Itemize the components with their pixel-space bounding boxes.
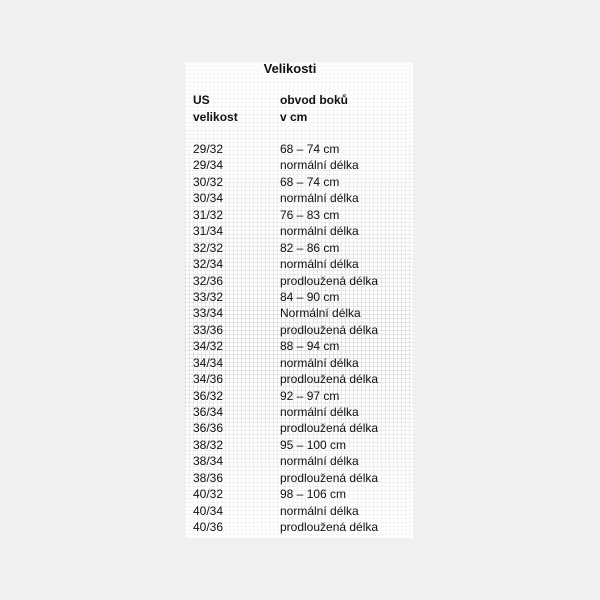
hip-cell: normální délka [280, 257, 359, 272]
size-cell: 33/36 [193, 322, 224, 337]
size-cell: 34/36 [193, 372, 224, 387]
table-row [185, 453, 413, 469]
column-header-us-size-line1: US [193, 93, 210, 107]
hip-cell: 76 – 83 cm [280, 207, 340, 222]
size-cell: 31/34 [193, 224, 224, 239]
size-cell: 36/34 [193, 405, 224, 419]
table-row [185, 437, 413, 453]
table-row [185, 190, 413, 206]
size-cell: 38/34 [193, 454, 224, 469]
size-cell: 33/34 [193, 306, 224, 321]
hip-cell: normální délka [280, 158, 359, 173]
size-cell: 40/34 [193, 503, 224, 518]
size-cell: 40/32 [193, 487, 224, 502]
size-cell: 32/32 [193, 240, 224, 255]
hip-cell: normální délka [280, 191, 359, 206]
size-cell: 32/36 [193, 273, 224, 288]
size-cell: 38/36 [193, 470, 224, 485]
hip-cell: 82 – 86 cm [280, 240, 340, 255]
hip-cell: 68 – 74 cm [280, 142, 340, 156]
size-cell: 34/34 [193, 355, 224, 370]
size-chart-title: Velikosti [263, 61, 317, 76]
size-cell: 30/34 [193, 191, 224, 206]
hip-cell: prodloužená délka [280, 372, 379, 387]
size-table-body [185, 141, 413, 536]
hip-cell: prodloužená délka [280, 273, 379, 288]
size-cell: 29/32 [193, 142, 224, 156]
size-cell: 29/34 [193, 158, 224, 173]
column-header-us-size [193, 92, 238, 125]
table-row [185, 404, 413, 420]
table-row [185, 519, 413, 535]
column-header-hip-line2: v cm [280, 109, 308, 124]
table-row [185, 141, 413, 157]
column-header-us-size-line2: velikost [193, 109, 238, 124]
size-cell: 32/34 [193, 257, 224, 272]
column-header-hip-line1: obvod boků [280, 93, 348, 107]
table-row [185, 503, 413, 519]
table-row [185, 157, 413, 173]
size-cell: 36/36 [193, 421, 224, 436]
hip-cell: normální délka [280, 454, 359, 469]
table-row [185, 470, 413, 486]
size-cell: 34/32 [193, 339, 224, 354]
table-row [185, 256, 413, 272]
size-cell: 30/32 [193, 174, 224, 189]
table-row [185, 240, 413, 256]
column-header-hip [280, 92, 348, 125]
table-row [185, 174, 413, 190]
hip-cell: 84 – 90 cm [280, 289, 340, 304]
size-cell: 36/32 [193, 388, 224, 403]
table-row [185, 338, 413, 354]
table-row [185, 322, 413, 338]
hip-cell: 95 – 100 cm [280, 437, 347, 452]
hip-cell: 92 – 97 cm [280, 388, 340, 403]
table-row [185, 388, 413, 404]
hip-cell: normální délka [280, 355, 359, 370]
table-row [185, 289, 413, 305]
hip-cell: Normální délka [280, 306, 361, 321]
size-chart-panel [185, 62, 413, 538]
hip-cell: prodloužená délka [280, 520, 379, 535]
table-row [185, 223, 413, 239]
hip-cell: 68 – 74 cm [280, 174, 340, 189]
hip-cell: prodloužená délka [280, 322, 379, 337]
table-row [185, 207, 413, 223]
table-row [185, 305, 413, 321]
table-row [185, 355, 413, 371]
size-cell: 40/36 [193, 520, 224, 535]
table-row [185, 486, 413, 502]
hip-cell: normální délka [280, 224, 359, 239]
size-cell: 33/32 [193, 289, 224, 304]
table-row [185, 273, 413, 289]
hip-cell: prodloužená délka [280, 421, 379, 436]
size-cell: 38/32 [193, 437, 224, 452]
hip-cell: normální délka [280, 503, 359, 518]
hip-cell: normální délka [280, 405, 359, 419]
hip-cell: 88 – 94 cm [280, 339, 340, 354]
table-row [185, 420, 413, 436]
hip-cell: 98 – 106 cm [280, 487, 347, 502]
table-row [185, 371, 413, 387]
size-cell: 31/32 [193, 207, 224, 222]
hip-cell: prodloužená délka [280, 470, 379, 485]
